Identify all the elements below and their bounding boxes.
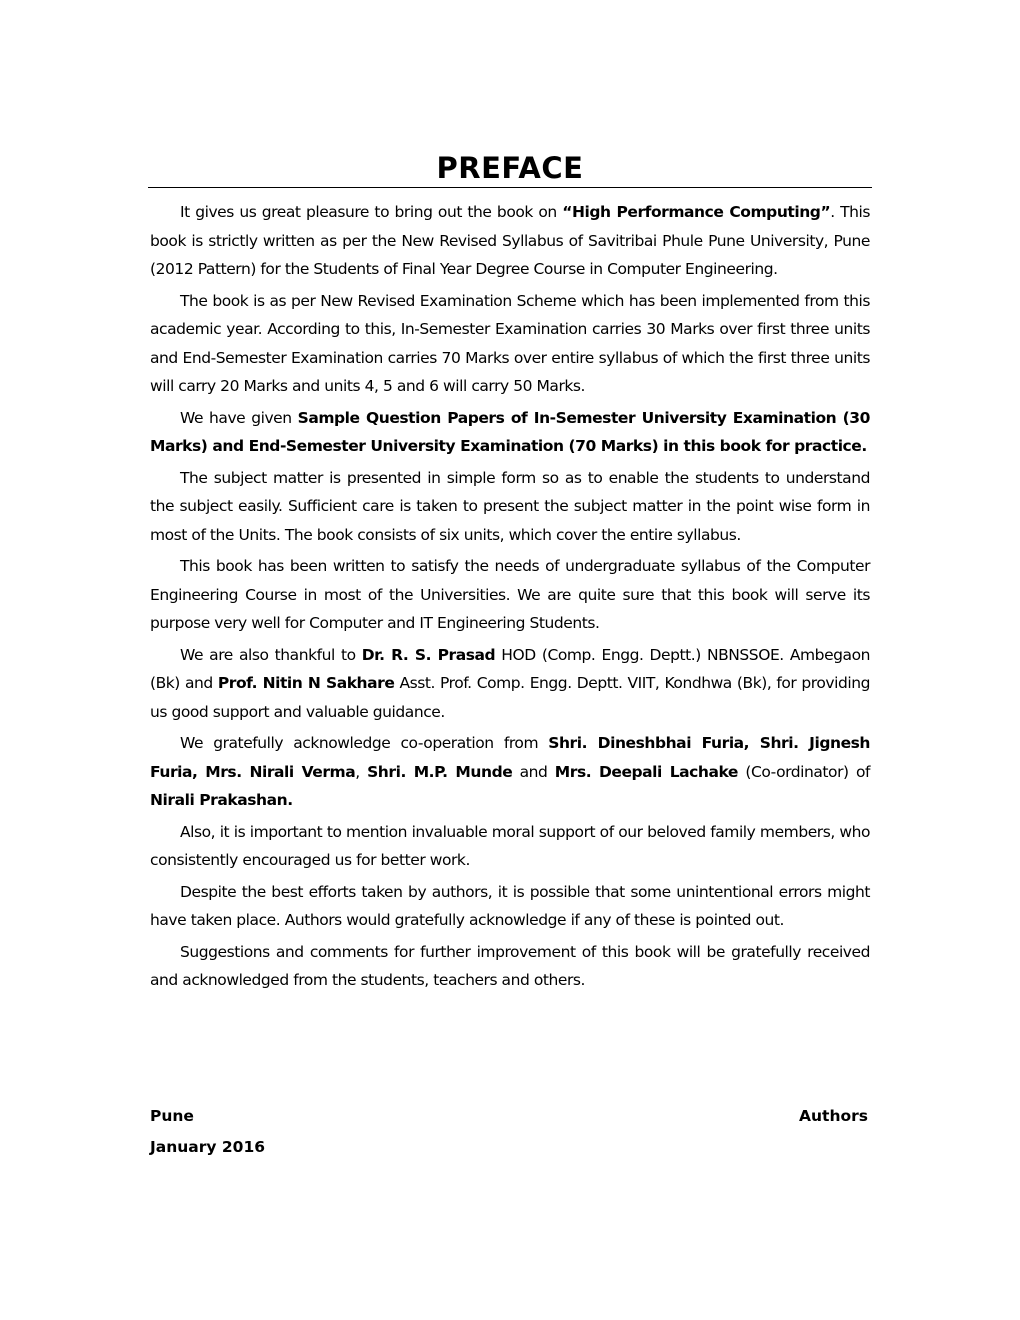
- preface-paragraph: [150, 198, 870, 284]
- text-run: . This book is strictly written as per the New Revised Syllabus of Savitribai Phule Pune University, Pune (2012 Pattern) for the Students of Final Year Degree Course in Computer Engineering.: [150, 203, 870, 278]
- signature-authors: Authors: [799, 1107, 868, 1125]
- preface-paragraph: [150, 729, 870, 815]
- preface-paragraph: [150, 287, 870, 401]
- bold-text: “High Performance Computing”: [562, 203, 831, 221]
- preface-paragraph: [150, 818, 870, 875]
- text-run: HOD (Comp. Engg. Deptt.) NBNSSOE. Ambegaon (Bk) and: [150, 645, 870, 692]
- preface-body: [150, 198, 870, 998]
- preface-paragraph: [150, 938, 870, 995]
- page-title: PREFACE: [436, 151, 584, 185]
- preface-paragraph: [150, 464, 870, 550]
- text-run: ,: [355, 762, 368, 781]
- text-run: Asst. Prof. Comp. Engg. Deptt. VIIT, Kondhwa (Bk), for providing us good support and valuable guidance.: [150, 674, 870, 721]
- text-run: and: [512, 762, 555, 781]
- text-run: This book has been written to satisfy the needs of undergraduate syllabus of the Computer Engineering Course in most of the Universities. We are quite sure that this book will serve its purpose very well for Computer and IT Engineering Students.: [150, 557, 870, 632]
- bold-text: Nirali Prakashan.: [150, 791, 293, 809]
- signature-block: [150, 1102, 868, 1161]
- text-run: (Co-ordinator) of: [738, 762, 870, 781]
- title-rule: [148, 187, 872, 188]
- signature-place: Pune: [150, 1107, 194, 1125]
- bold-text: Prof. Nitin N Sakhare: [217, 674, 395, 692]
- preface-paragraph: [150, 404, 870, 461]
- bold-text: Mrs. Deepali Lachake: [554, 762, 738, 781]
- text-run: We gratefully acknowledge co-operation from: [180, 734, 549, 752]
- text-run: Despite the best efforts taken by authors, it is possible that some unintentional errors might have taken place. Authors would gratefully acknowledge if any of these is pointed out.: [150, 882, 870, 929]
- bold-text: Sample Question Papers of In-Semester University Examination (30 Marks) and End-Semester University Examination (70 Marks) in this book for practice.: [150, 408, 870, 455]
- text-run: Also, it is important to mention invaluable moral support of our beloved family members, who consistently encouraged us for better work.: [150, 822, 870, 869]
- bold-text: Shri. Dineshbhai Furia, Shri. Jignesh Furia, Mrs. Nirali Verma: [150, 734, 870, 781]
- preface-paragraph: [150, 552, 870, 638]
- preface-paragraph: [150, 878, 870, 935]
- text-run: The book is as per New Revised Examination Scheme which has been implemented from this academic year. According to this, In-Semester Examination carries 30 Marks over first three units and End-Semester Examination carries 70 Marks over entire syllabus of which the first three units will carry 20 Marks and units 4, 5 and 6 will carry 50 Marks.: [150, 291, 870, 395]
- signature-row: [150, 1102, 868, 1130]
- text-run: The subject matter is presented in simple form so as to enable the students to understand the subject easily. Sufficient care is taken to present the subject matter in the point wise form in most of the Units. The book consists of six units, which cover the entire syllabus.: [150, 468, 870, 544]
- bold-text: Dr. R. S. Prasad: [361, 645, 496, 664]
- text-run: Suggestions and comments for further improvement of this book will be gratefully received and acknowledged from the students, teachers and others.: [150, 942, 870, 989]
- preface-paragraph: [150, 641, 870, 727]
- signature-date: January 2016: [150, 1138, 266, 1156]
- text-run: It gives us great pleasure to bring out the book on: [180, 203, 563, 221]
- text-run: We are also thankful to: [180, 645, 362, 664]
- text-run: We have given: [180, 408, 298, 427]
- bold-text: Shri. M.P. Munde: [367, 762, 513, 781]
